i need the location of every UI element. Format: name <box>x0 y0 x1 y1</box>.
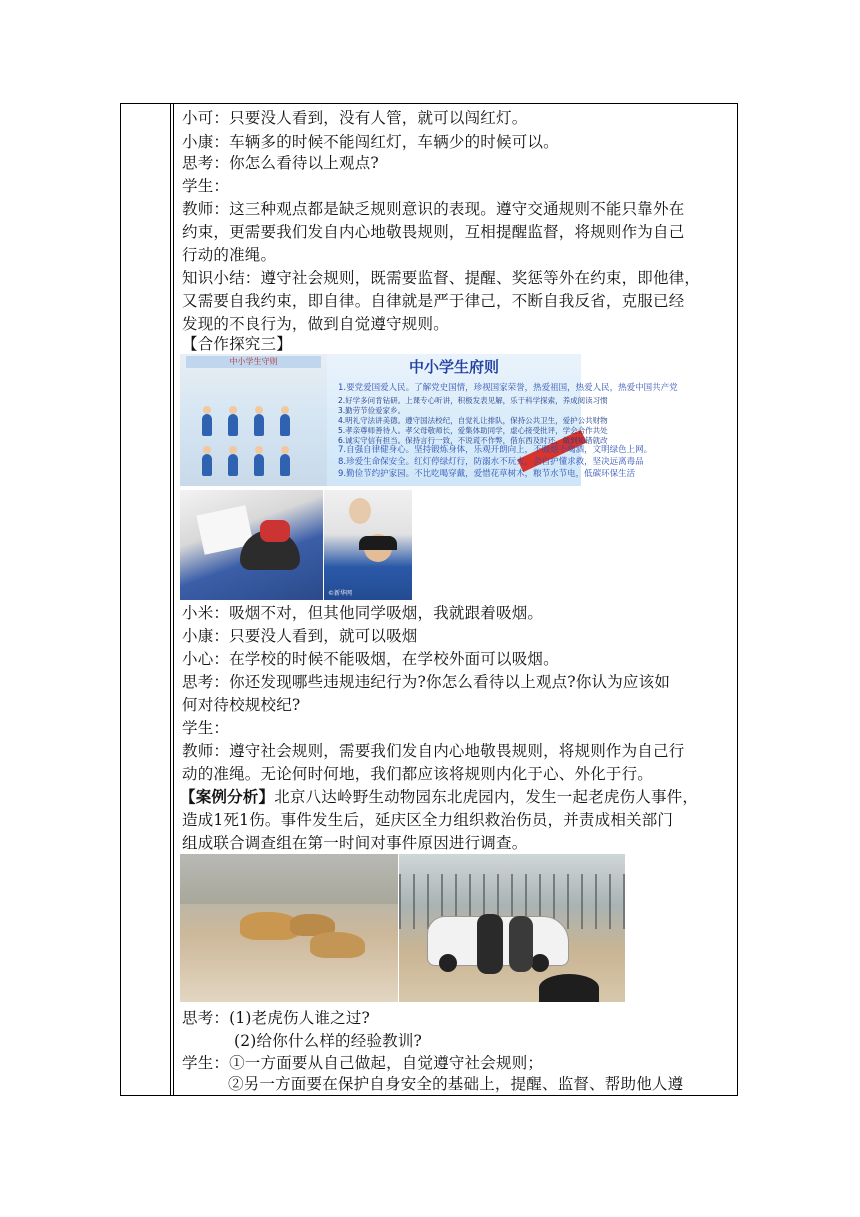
lesson-content <box>180 104 736 1095</box>
case-analysis-line-1 <box>180 786 698 808</box>
teacher-line-1: 教师：这三种观点都是缺乏规则意识的表现。遵守交通规则不能只靠外在 <box>182 200 685 218</box>
student-figure-icon <box>254 414 264 436</box>
teacher-line-2: 约束，更需要我们发自内心地敬畏规则，互相提醒监督，将规则作为自己 <box>182 223 685 241</box>
teacher-line-2-1: 教师：遵守社会规则，需要我们发自内心地敬畏规则，将规则作为自己行 <box>182 742 685 760</box>
red-bag-shape <box>260 520 290 542</box>
think-question-1: 思考：(1)老虎伤人谁之过? <box>182 1009 371 1027</box>
photo-watermark: ©新华网 <box>328 590 353 597</box>
car-wheel-shape <box>439 954 457 972</box>
person-silhouette-shape <box>477 914 503 974</box>
dialogue-line-xiaoke: 小可：只要没人看到，没有人管，就可以闯红灯。 <box>182 109 528 127</box>
think-prompt: 思考：你怎么看待以上观点? <box>182 154 379 172</box>
car-incident-photo <box>399 854 625 1002</box>
student-smoking-photo <box>324 490 412 600</box>
summary-line-3: 发现的不良行为，做到自觉遵守规则。 <box>182 315 449 333</box>
poster-rule-8: 8.珍爱生命保安全。红灯停绿灯行，防溺水不玩火，会自护懂求救，坚决远离毒品 <box>338 457 644 467</box>
summary-line-2: 又需要自我约束，即自律。自律就是严于律己，不断自我反省，克服已经 <box>182 292 685 310</box>
tiger-shape <box>310 932 365 958</box>
dialogue-line-xiaokang-2: 小康：只要没人看到，就可以吸烟 <box>182 627 418 645</box>
case-analysis-text: 北京八达岭野生动物园东北虎园内，发生一起老虎伤人事件， <box>274 788 699 806</box>
dark-figure-shape <box>539 974 599 1002</box>
poster-rule-9: 9.勤俭节约护家园。不比吃喝穿戴，爱惜花草树木，粮节水节电，低碳环保生活 <box>338 469 636 479</box>
poster-rule-1: 1.要党爱国爱人民。了解党史国情，珍视国家荣誉，热爱祖国，热爱人民，热爱中国共产党 <box>338 383 678 393</box>
case-analysis-line-2: 造成1死1伤。事件发生后，延庆区全力组织救治伤员，并责成相关部门 <box>182 811 674 829</box>
student-figure-icon <box>280 414 290 436</box>
students-sleeping-photo <box>180 490 323 600</box>
poster-left-panel <box>180 354 327 486</box>
teacher-line-2-2: 动的准绳。无论何时何地，我们都应该将规则内化于心、外化于行。 <box>182 765 654 783</box>
dialogue-line-xiaoxin: 小心：在学校的时候不能吸烟，在学校外面可以吸烟。 <box>182 650 559 668</box>
student-answer-1: 学生：①一方面要从自己做起，自觉遵守社会规则； <box>182 1054 544 1072</box>
case-analysis-line-3: 组成联合调查组在第一时间对事件原因进行调查。 <box>182 834 528 852</box>
think-question-2: (2)给你什么样的经验教训? <box>234 1032 423 1050</box>
student-figure-icon <box>280 454 290 476</box>
poster-rule-5: 5.孝亲尊师善待人。孝父母敬师长，爱集体助同学，虚心接受批评，学会合作共处 <box>338 426 608 435</box>
think-prompt-2-line-2: 何对待校规校纪? <box>182 696 301 714</box>
rules-poster-image <box>180 354 678 486</box>
student-figure-icon <box>228 454 238 476</box>
summary-line-1: 知识小结：遵守社会规则，既需要监督、提醒、奖惩等外在约束，即他律， <box>182 269 701 287</box>
poster-rule-2: 2.好学多问肯钻研。上课专心听讲，积极发表见解，乐于科学探索，养成阅读习惯 <box>338 396 608 405</box>
person-silhouette-shape <box>509 916 533 972</box>
poster-rule-4: 4.明礼守法讲美德。遵守国法校纪，自觉礼让排队，保持公共卫生，爱护公共财物 <box>338 416 608 425</box>
student-answer-2: ②另一方面要在保护自身安全的基础上，提醒、监督、帮助他人遵 <box>228 1075 684 1093</box>
student-label: 学生： <box>182 177 230 195</box>
narrow-column <box>171 104 174 1095</box>
teacher-line-3: 行动的准绳。 <box>182 246 277 264</box>
poster-title: 中小学生府则 <box>408 358 499 376</box>
student-figure-icon <box>202 454 212 476</box>
think-prompt-2-line-1: 思考：你还发现哪些违规违纪行为?你怎么看待以上观点?你认为应该如 <box>182 673 671 691</box>
face-shape <box>349 498 371 524</box>
lesson-table <box>120 103 738 1096</box>
dialogue-line-xiaokang: 小康：车辆多的时候不能闯红灯，车辆少的时候可以。 <box>182 133 559 151</box>
poster-rule-3: 3.勤劳节俭爱家乡。 <box>338 406 406 415</box>
poster-left-banner: 中小学生守则 <box>186 356 321 368</box>
case-analysis-heading: 【案例分析】 <box>180 787 275 806</box>
poster-rule-6: 6.诚实守信有担当。保持言行一致，不说谎不作弊，借东西及时还，做到知错就改 <box>338 436 608 445</box>
hair-shape <box>359 536 397 550</box>
label-column <box>121 104 171 1095</box>
student-figure-icon <box>228 414 238 436</box>
car-wheel-shape <box>531 954 549 972</box>
dialogue-line-xiaomi: 小米：吸烟不对，但其他同学吸烟，我就跟着吸烟。 <box>182 604 544 622</box>
tigers-in-enclosure-photo <box>180 854 398 1002</box>
poster-rule-7: 7.自强自律健身心。坚持锻炼身体，乐观开朗向上，不吸烟不喝酒，文明绿色上网。 <box>338 445 653 455</box>
tree-background-shape <box>180 854 398 904</box>
student-figure-icon <box>202 414 212 436</box>
student-figure-icon <box>254 454 264 476</box>
student-label-2: 学生： <box>182 719 230 737</box>
section-heading-cooperative-3: 【合作探究三】 <box>182 335 292 353</box>
